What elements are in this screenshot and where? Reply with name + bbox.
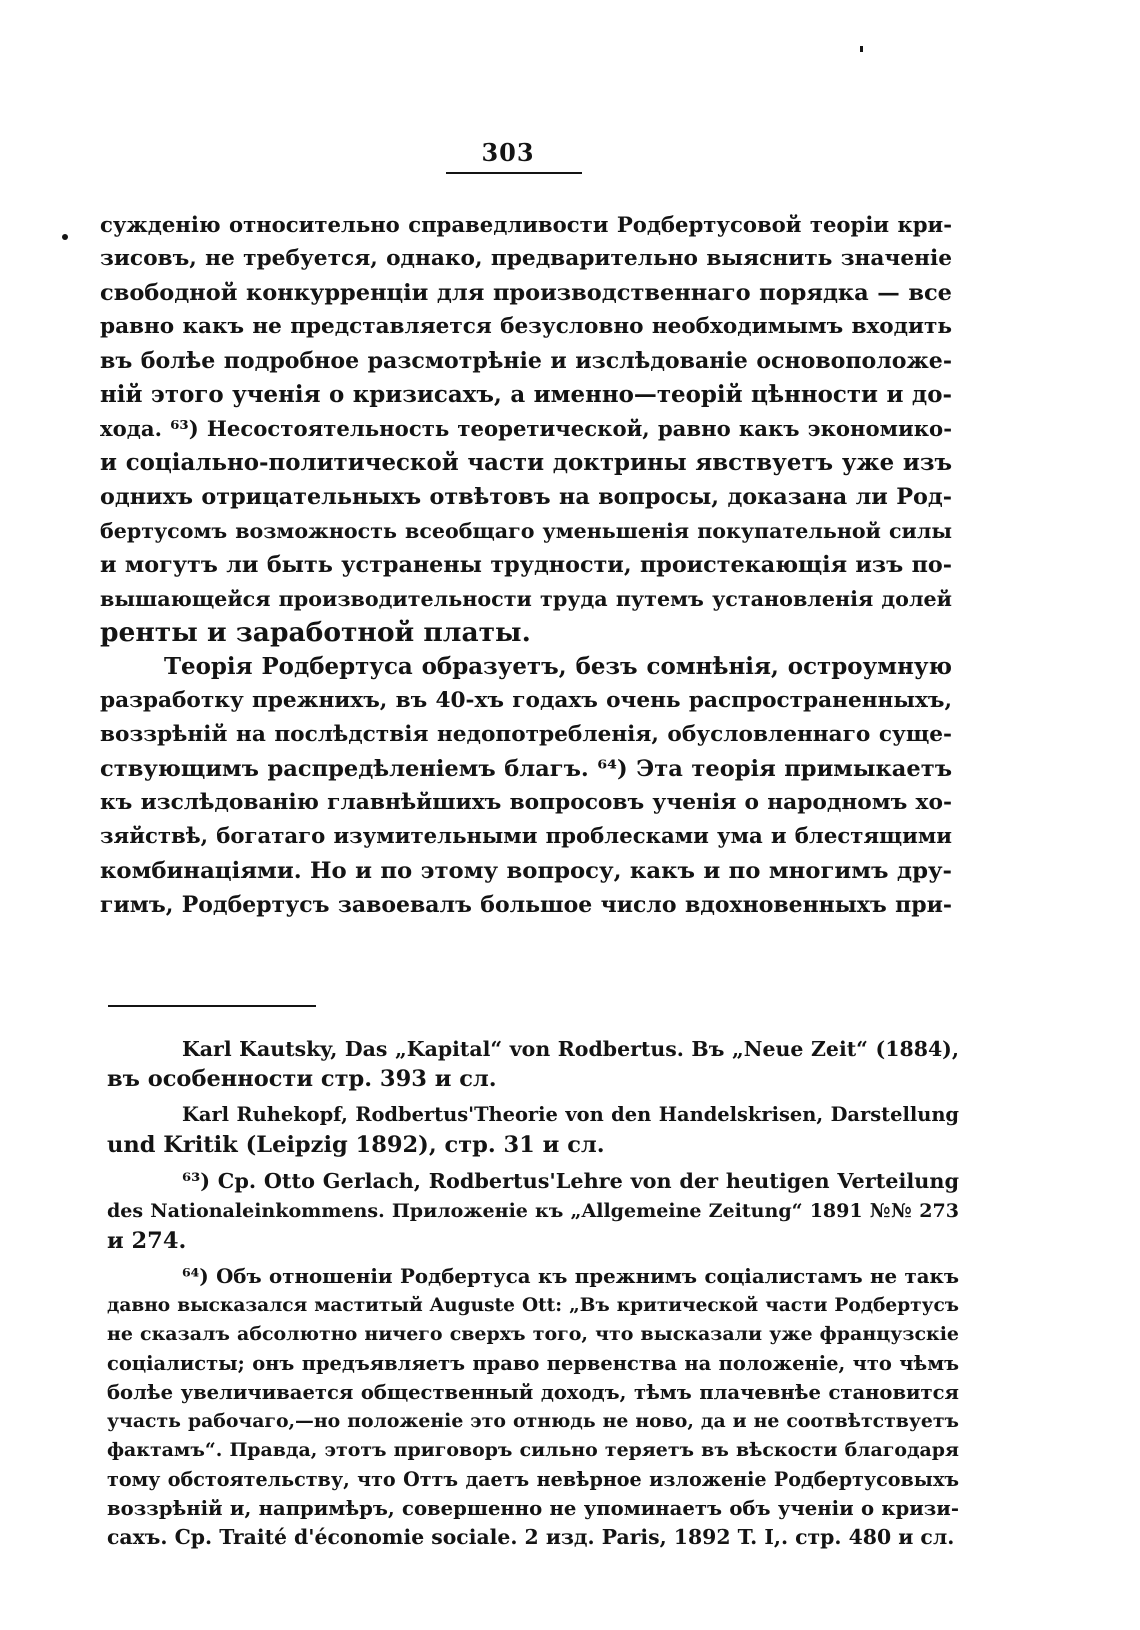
footnote-line: тому обстоятельству, что Оттъ даетъ невѣрное изложеніе Родбертусовыхъ [107,1468,959,1491]
main-text [100,208,952,922]
text-line: ренты и заработной платы. [100,617,531,648]
text-line: ній этого ученія о кризисахъ, а именно—теорій цѣнности и до- [100,381,952,408]
footnote-line: воззрѣній и, напримѣръ, совершенно не упоминаетъ объ ученіи о кризи- [107,1497,959,1520]
text-line: вышающейся производительности труда путемъ установленія долей [100,587,952,611]
text-line: въ болѣе подробное разсмотрѣніе и изслѣдованіе основоположе- [100,348,952,374]
text-line: бертусомъ возможность всеобщаго уменьшенія покупательной силы [100,519,952,543]
footnote-line: Karl Kautsky, Das „Kapital“ von Rodbertus. Въ „Neue Zeit“ (1884), [182,1037,959,1061]
text-line: хода. ⁶³) Несостоятельность теоретической, равно какъ экономико- [100,416,952,441]
text-line: къ изслѣдованію главнѣйшихъ вопросовъ ученія о народномъ хо- [100,790,952,815]
footnote-line: и 274. [107,1228,187,1254]
footnote-line: und Kritik (Leipzig 1892), стр. 31 и сл. [107,1132,605,1158]
footnote-line: ⁶⁴) Объ отношеніи Родбертуса къ прежнимъ соціалистамъ не такъ [182,1264,959,1288]
footnote-line: болѣе увеличивается общественный доходъ, тѣмъ плачевнѣе становится [107,1381,959,1404]
footnote-line: сахъ. Cp. Traité d'économie sociale. 2 изд. Paris, 1892 T. I,. стр. 480 и сл. [107,1525,955,1549]
footnote-line: ⁶³) Cp. Otto Gerlach, Rodbertus'Lehre von der heutigen Verteilung [182,1168,959,1193]
text-line: комбинаціями. Но и по этому вопросу, какъ и по многимъ дру- [100,858,952,884]
footnotes [107,1034,959,1552]
text-line: зисовъ, не требуется, однако, предварительно выяснить значеніе [100,246,952,271]
text-line: свободной конкурренціи для производственнаго порядка — все [100,280,952,306]
text-line: гимъ, Родбертусъ завоевалъ большое число вдохновенныхъ при- [100,892,952,918]
footnote-64 [107,1262,959,1552]
text-line: равно какъ не представляется безусловно необходимымъ входить [100,314,952,339]
footnote-line: соціалисты; онъ предъявляетъ право первенства на положеніе, что чѣмъ [107,1352,959,1375]
footnote-line: фактамъ“. Правда, этотъ приговоръ сильно теряетъ въ вѣскости благодаря [107,1439,959,1461]
text-line: сужденію относительно справедливости Родбертусовой теоріи кри- [100,212,952,237]
margin-dot-mark [62,234,68,240]
stray-ink-mark [860,46,863,52]
footnote-line: въ особенности стр. 393 и сл. [107,1066,497,1092]
text-line: и соціально-политической части доктрины явствуетъ уже изъ [100,450,952,476]
text-line: Теорія Родбертуса образуетъ, безъ сомнѣнія, остроумную [164,653,952,680]
text-line: воззрѣній на послѣдствія недопотребленія, обусловленнаго суще- [100,722,952,747]
text-line: однихъ отрицательныхъ отвѣтовъ на вопросы, доказана ли Род- [100,484,952,510]
footnote-line: участь рабочаго,—но положеніе это отнюдь не ново, да и не соотвѣтствуетъ [107,1410,959,1432]
text-line: разработку прежнихъ, въ 40-хъ годахъ очень распространенныхъ, [100,688,952,713]
paragraph-1 [100,208,952,650]
footnote-line: не сказалъ абсолютно ничего сверхъ того, что высказали уже французскіе [107,1323,959,1345]
text-line: ствующимъ распредѣленіемъ благъ. ⁶⁴) Эта теорія примыкаетъ [100,756,952,782]
footnote-kautsky [107,1034,959,1094]
footnote-63 [107,1166,959,1256]
paragraph-2 [100,650,952,922]
footnote-line: des Nationaleinkommens. Приложеніе къ „Allgemeine Zeitung“ 1891 №№ 273 [107,1200,959,1222]
footnote-line: Karl Ruhekopf, Rodbertus'Theorie von den Handelskrisen, Darstellung [182,1103,959,1126]
footnote-ruhekopf [107,1100,959,1160]
footnote-separator [108,1005,316,1007]
page-number-rule [446,172,582,174]
text-line: и могутъ ли быть устранены трудности, проистекающія изъ по- [100,552,952,578]
page-number: 303 [481,138,535,167]
text-line: зяйствѣ, богатаго изумительными проблесками ума и блестящими [100,824,952,849]
footnote-line: давно высказался маститый Auguste Ott: „Въ критической части Родбертусъ [107,1295,959,1316]
